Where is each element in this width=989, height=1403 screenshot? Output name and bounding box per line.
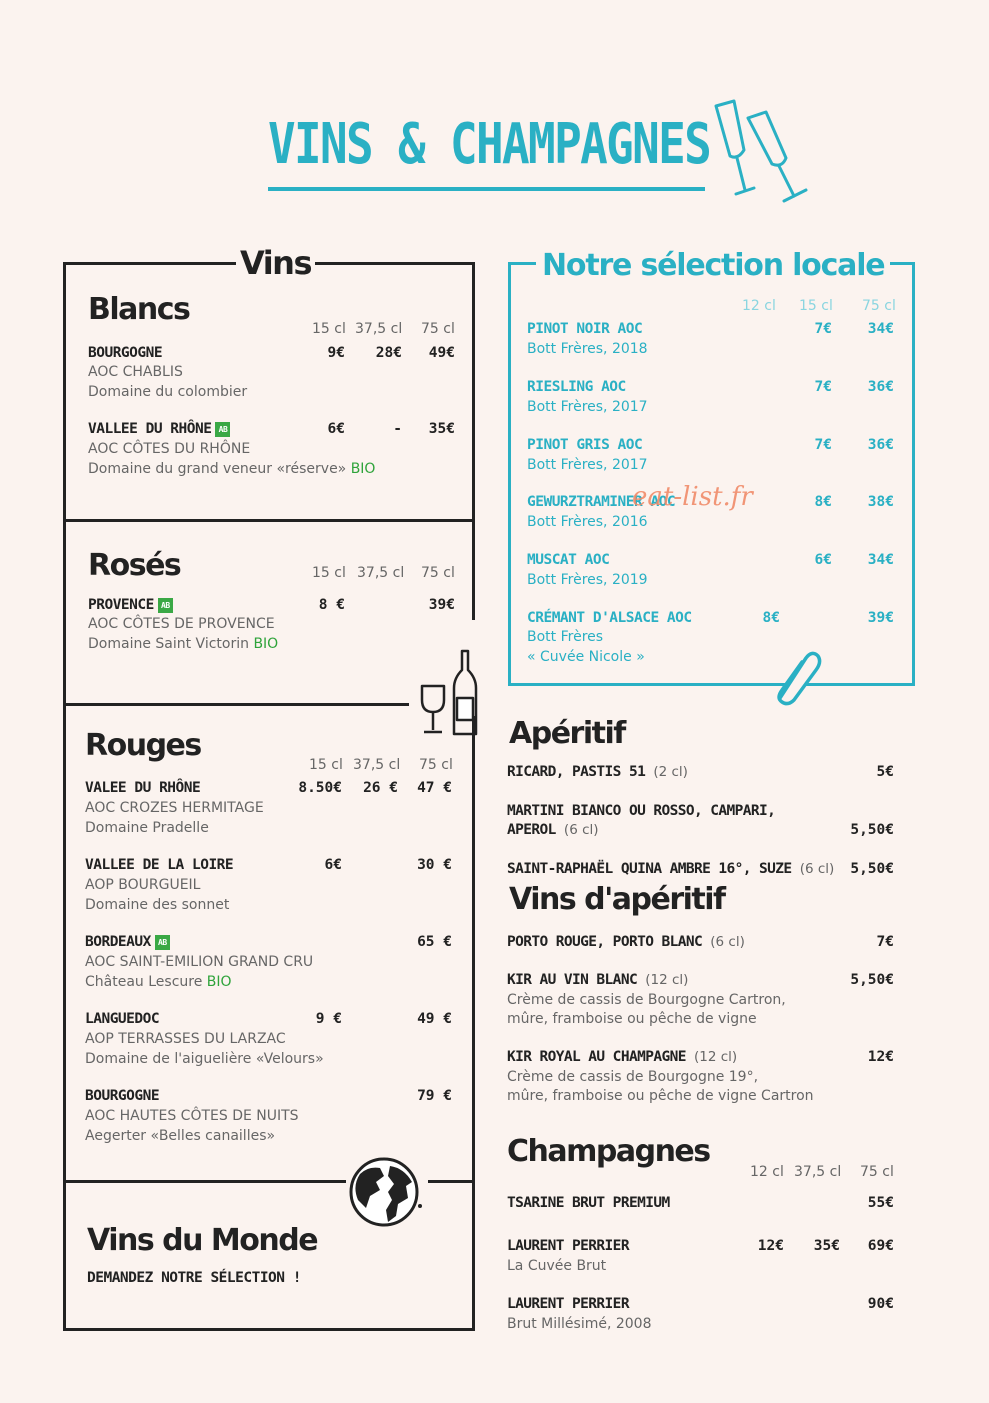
aperitif-qty: (6 cl) (799, 861, 835, 877)
local-wine-name: PINOT GRIS AOC (527, 437, 643, 453)
local-price-75cl: 34€ (867, 552, 894, 568)
wine-appellation: AOP TERRASSES DU LARZAC (85, 1031, 286, 1047)
bio-label: BIO (253, 636, 279, 652)
price-75cl: 47 € (417, 780, 452, 796)
organic-ab-icon: AB (158, 598, 173, 613)
price-15cl: 8 € (318, 597, 345, 613)
champagne-price-75cl: 69€ (867, 1238, 894, 1254)
frame-right-border-bottom (472, 716, 475, 1331)
local-wine-name: MUSCAT AOC (527, 552, 610, 568)
local-wine-producer: Bott Frères, 2019 (527, 572, 648, 588)
wine-name: BOURGOGNE (88, 345, 163, 361)
champagne-desc: La Cuvée Brut (507, 1258, 607, 1274)
wine-domain: Domaine de l'aiguelière «Velours» (85, 1051, 324, 1067)
price-15cl: 9€ (327, 345, 345, 361)
divider-rouges-monde-right (428, 1180, 475, 1183)
champagne-price-12cl: 12€ (757, 1238, 784, 1254)
wine-appellation: AOP BOURGUEIL (85, 877, 201, 893)
local-price-75cl: 34€ (867, 321, 894, 337)
wine-domain-row (88, 461, 375, 477)
local-wine-name: GEWURZTRAMINER AOC (527, 494, 676, 510)
wine-name: VALEE DU RHÔNE (85, 780, 201, 796)
wine-appellation: AOC CROZES HERMITAGE (85, 800, 264, 816)
vins-aperitif-name-row (507, 1049, 737, 1065)
local-price-15cl: 8€ (814, 494, 832, 510)
champagnes-col-375: 37,5 cl (794, 1164, 842, 1180)
local-price-75cl: 39€ (867, 610, 894, 626)
blancs-col-75: 75 cl (421, 321, 455, 337)
price-375cl: 26 € (363, 780, 398, 796)
vins-aperitif-qty: (6 cl) (710, 934, 745, 950)
wine-appellation: AOC HAUTES CÔTES DE NUITS (85, 1108, 299, 1124)
champagne-price-75cl: 90€ (867, 1296, 894, 1312)
champagne-name: LAURENT PERRIER (507, 1296, 629, 1312)
wine-name: PROVENCE (88, 597, 154, 613)
local-wine-name: CRÉMANT D'ALSACE AOC (527, 610, 692, 626)
blancs-title: Blancs (88, 292, 190, 327)
watermark: eat-list.fr (632, 482, 753, 512)
wine-name: LANGUEDOC (85, 1011, 160, 1027)
divider-blancs-roses (63, 519, 475, 522)
wine-domain: Domaine Saint Victorin (88, 636, 249, 652)
aperitif-name: SAINT-RAPHAËL QUINA AMBRE 16°, SUZE (507, 861, 792, 877)
title-underline (268, 187, 705, 191)
page-title: VINS & CHAMPAGNES (268, 112, 711, 177)
vins-aperitif-price: 5,50€ (850, 972, 894, 988)
divider-rouges-monde-left (63, 1180, 346, 1183)
rouges-title: Rouges (85, 728, 201, 763)
aperitif-price: 5,50€ (850, 861, 894, 877)
price-75cl: 49€ (428, 345, 455, 361)
globe-icon (346, 1156, 426, 1228)
champagne-price-375cl: 35€ (813, 1238, 840, 1254)
wine-appellation: AOC SAINT-EMILION GRAND CRU (85, 954, 314, 970)
bio-label: BIO (206, 974, 232, 990)
monde-title: Vins du Monde (87, 1223, 318, 1258)
wine-name-row (88, 597, 173, 613)
wine-name-row (85, 934, 170, 950)
vins-aperitif-name: KIR ROYAL AU CHAMPAGNE (507, 1049, 686, 1065)
organic-ab-icon: AB (215, 422, 230, 437)
vins-aperitif-name: KIR AU VIN BLANC (507, 972, 638, 988)
local-col-15: 15 cl (799, 298, 833, 314)
local-col-75: 75 cl (862, 298, 896, 314)
local-wine-name: PINOT NOIR AOC (527, 321, 643, 337)
vins-heading: Vins (236, 244, 315, 282)
price-75cl: 35€ (428, 421, 455, 437)
champagnes-col-75: 75 cl (860, 1164, 894, 1180)
price-75cl: 39€ (428, 597, 455, 613)
local-price-12cl: 8€ (762, 610, 780, 626)
paperclip-icon (766, 648, 822, 706)
price-15cl: 6€ (324, 857, 342, 873)
champagne-price-75cl: 55€ (867, 1195, 894, 1211)
wine-domain: Aegerter «Belles canailles» (85, 1128, 276, 1144)
local-wine-name: RIESLING AOC (527, 379, 626, 395)
blancs-col-375: 37,5 cl (355, 321, 403, 337)
vins-aperitif-name-row (507, 934, 745, 950)
frame-left-border (63, 262, 66, 1331)
price-75cl: 65 € (417, 934, 452, 950)
aperitif-price: 5,50€ (850, 822, 894, 838)
blancs-col-15: 15 cl (312, 321, 346, 337)
local-col-12: 12 cl (742, 298, 776, 314)
vins-aperitif-name: PORTO ROUGE, PORTO BLANC (507, 934, 703, 950)
vins-aperitif-desc: mûre, framboise ou pêche de vigne (507, 1011, 757, 1027)
wine-domain: Domaine Pradelle (85, 820, 209, 836)
wine-domain-row (88, 636, 278, 652)
wine-domain: Château Lescure (85, 974, 203, 990)
price-75cl: 30 € (417, 857, 452, 873)
aperitif-name-cont: APEROL (507, 822, 556, 838)
aperitif-name-row (507, 764, 688, 780)
roses-col-15: 15 cl (312, 565, 346, 581)
monde-subtitle: DEMANDEZ NOTRE SÉLECTION ! (87, 1270, 301, 1286)
wine-domain-row (85, 974, 232, 990)
frame-right-border-top (472, 262, 475, 620)
price-15cl: 9 € (315, 1011, 342, 1027)
bio-label: BIO (350, 461, 376, 477)
local-price-15cl: 7€ (814, 437, 832, 453)
champagne-name: TSARINE BRUT PREMIUM (507, 1195, 670, 1211)
local-selection-heading: Notre sélection locale (536, 248, 890, 283)
aperitif-name-row (507, 861, 834, 877)
vins-aperitif-desc: mûre, framboise ou pêche de vigne Cartron (507, 1088, 814, 1104)
aperitif-name: RICARD, PASTIS 51 (507, 764, 646, 780)
wine-domain: Domaine des sonnet (85, 897, 230, 913)
local-wine-producer: Bott Frères, 2017 (527, 457, 648, 473)
local-price-15cl: 7€ (814, 379, 832, 395)
local-wine-producer: Bott Frères, 2018 (527, 341, 648, 357)
vins-aperitif-qty: (12 cl) (645, 972, 689, 988)
wine-domain: Domaine du colombier (88, 384, 248, 400)
wine-bottle-glass-icon (418, 648, 480, 740)
rouges-col-75: 75 cl (419, 757, 453, 773)
price-375cl: 28€ (375, 345, 402, 361)
vins-aperitif-price: 7€ (876, 934, 894, 950)
local-wine-producer: Bott Frères, 2017 (527, 399, 648, 415)
champagne-glasses-icon (712, 98, 822, 204)
wine-name: BOURGOGNE (85, 1088, 160, 1104)
local-price-75cl: 38€ (867, 494, 894, 510)
aperitif-price: 5€ (876, 764, 894, 780)
wine-appellation: AOC CÔTES DU RHÔNE (88, 441, 251, 457)
rouges-col-375: 37,5 cl (353, 757, 401, 773)
roses-col-375: 37,5 cl (357, 565, 405, 581)
aperitif-qty: (2 cl) (653, 764, 688, 780)
wine-name: VALLEE DU RHÔNE (88, 421, 212, 437)
vins-aperitif-desc: Crème de cassis de Bourgogne Cartron, (507, 992, 786, 1008)
local-price-15cl: 7€ (814, 321, 832, 337)
vins-aperitif-qty: (12 cl) (694, 1049, 738, 1065)
aperitif-name-row (507, 822, 599, 838)
rouges-col-15: 15 cl (309, 757, 343, 773)
vins-aperitif-desc: Crème de cassis de Bourgogne 19°, (507, 1069, 759, 1085)
local-price-15cl: 6€ (814, 552, 832, 568)
champagne-name: LAURENT PERRIER (507, 1238, 629, 1254)
organic-ab-icon: AB (155, 935, 170, 950)
local-wine-producer: Bott Frères, 2016 (527, 514, 648, 530)
wine-name: BORDEAUX (85, 934, 151, 950)
price-15cl: 6€ (327, 421, 345, 437)
price-15cl: 8.50€ (298, 780, 342, 796)
divider-roses-rouges (63, 703, 409, 706)
frame-bottom-border (63, 1328, 475, 1331)
wine-domain: Domaine du grand veneur «réserve» (88, 461, 347, 477)
vins-aperitif-name-row (507, 972, 688, 988)
aperitif-qty: (6 cl) (563, 822, 599, 838)
wine-name-row (88, 421, 230, 437)
champagne-desc: Brut Millésimé, 2008 (507, 1316, 652, 1332)
local-price-75cl: 36€ (867, 437, 894, 453)
local-price-75cl: 36€ (867, 379, 894, 395)
vins-aperitif-title: Vins d'apéritif (509, 882, 725, 917)
price-75cl: 49 € (417, 1011, 452, 1027)
champagnes-title: Champagnes (507, 1134, 710, 1169)
local-wine-producer: Bott Frères (527, 629, 604, 645)
local-wine-cuvee: « Cuvée Nicole » (527, 649, 645, 665)
aperitif-title: Apéritif (509, 716, 625, 751)
price-375cl: - (393, 421, 402, 437)
wine-appellation: AOC CHABLIS (88, 364, 183, 380)
champagnes-col-12: 12 cl (750, 1164, 784, 1180)
roses-title: Rosés (88, 548, 181, 583)
price-75cl: 79 € (417, 1088, 452, 1104)
wine-appellation: AOC CÔTES DE PROVENCE (88, 616, 275, 632)
vins-aperitif-price: 12€ (867, 1049, 894, 1065)
roses-col-75: 75 cl (421, 565, 455, 581)
aperitif-name: MARTINI BIANCO OU ROSSO, CAMPARI, (507, 803, 776, 819)
wine-name: VALLEE DE LA LOIRE (85, 857, 234, 873)
